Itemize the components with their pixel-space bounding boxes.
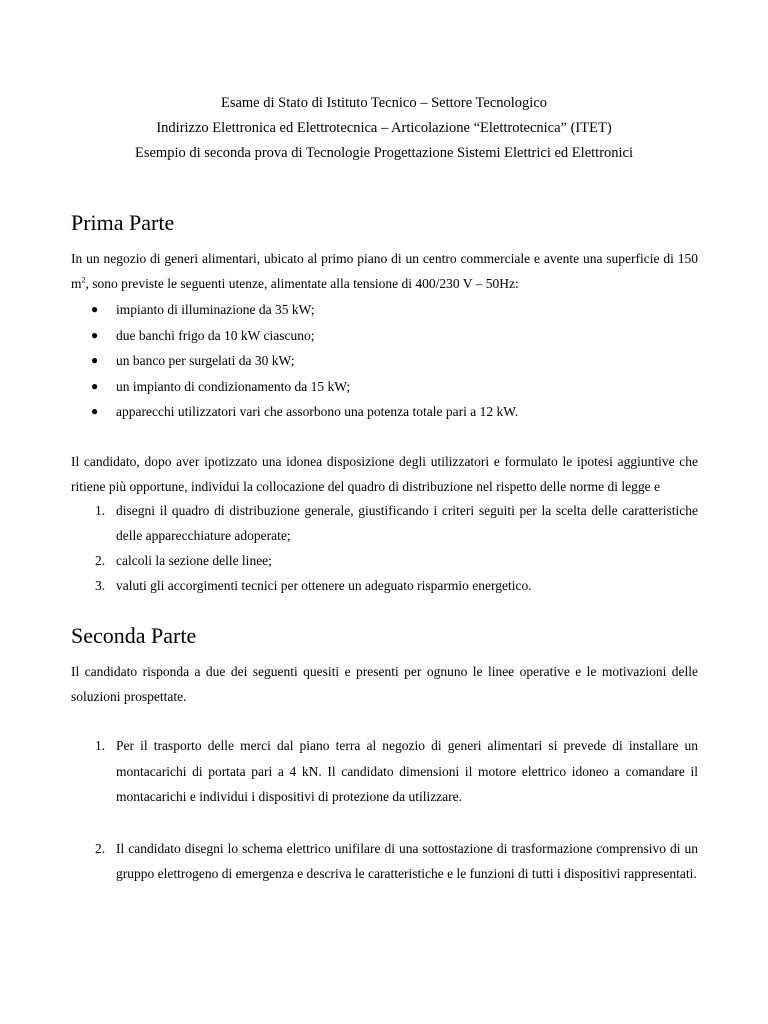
item-number: 2. — [95, 553, 106, 568]
list-item-text: Il candidato disegni lo schema elettrico unifilare di una sottostazione di trasformazione comprensivo di un gruppo elettrogeno di emergenza e descriva le caratteristiche e le funzioni di tutti i dispositivi rappresentati. — [116, 840, 698, 881]
list-item-text: valuti gli accorgimenti tecnici per ottenere un adeguato risparmio energetico. — [116, 578, 532, 593]
bullet-icon: ● — [91, 404, 99, 418]
list-item — [71, 733, 698, 810]
task-list — [71, 498, 698, 598]
list-item-text: impianto di illuminazione da 35 kW; — [116, 302, 315, 317]
list-item — [71, 498, 698, 548]
list-item-text: due banchi frigo da 10 kW ciascuno; — [116, 327, 315, 343]
document-header — [0, 91, 768, 166]
header-line-3: Esempio di seconda prova di Tecnologie Progettazione Sistemi Elettrici ed Elettronici — [134, 145, 634, 161]
question-list — [71, 733, 698, 887]
part1-intro-text-b: , sono previste le seguenti utenze, alimentate alla tensione di 400/230 V – 50Hz: — [85, 276, 519, 291]
header-line-2: Indirizzo Elettronica ed Elettrotecnica – Articolazione “Elettrotecnica” (ITET) — [156, 120, 612, 136]
list-item-text: calcoli la sezione delle linee; — [116, 553, 272, 568]
part1-task-intro: Il candidato, dopo aver ipotizzato una idonea disposizione degli utilizzatori e formulato le ipotesi aggiuntive che ritiene più opportune, individui la collocazione del quadro di distribuzione nel rispetto delle norme di legge e — [71, 454, 698, 494]
list-item — [71, 323, 698, 349]
list-item — [71, 836, 698, 887]
item-number: 3. — [95, 578, 106, 593]
section-title-part1: Prima Parte — [71, 210, 175, 235]
bullet-icon: ● — [91, 327, 99, 342]
part1-intro-superscript: 2 — [81, 275, 86, 285]
item-number: 1. — [95, 738, 106, 753]
part1-intro — [71, 246, 698, 296]
list-item — [71, 399, 698, 425]
list-item-text: apparecchi utilizzatori vari che assorbono una potenza totale pari a 12 kW. — [116, 404, 519, 419]
list-item — [71, 348, 698, 374]
list-item — [71, 573, 698, 598]
bullet-icon: ● — [91, 302, 99, 316]
utilities-list — [71, 297, 698, 425]
list-item-text: disegni il quadro di distribuzione generale, giustificando i criteri seguiti per la scelta delle caratteristiche delle apparecchiature adoperate; — [116, 503, 698, 543]
bullet-icon: ● — [91, 378, 99, 393]
list-item-text: un impianto di condizionamento da 15 kW; — [116, 378, 351, 394]
part1-intro-text-a: In un negozio di generi alimentari, ubicato al primo piano di un centro commerciale e avente una superficie di 150 m — [71, 251, 698, 291]
section-title-part2: Seconda Parte — [71, 623, 197, 648]
list-item-text: Per il trasporto delle merci dal piano terra al negozio di generi alimentari si prevede di installare un montacarichi di portata pari a 4 kN. Il candidato dimensioni il motore elettrico idoneo a comandare il montacarichi e individui i dispositivi di protezione da utilizzare. — [116, 738, 698, 804]
header-line-1: Esame di Stato di Istituto Tecnico – Settore Tecnologico — [220, 95, 548, 111]
list-item — [71, 548, 698, 573]
item-number: 2. — [95, 840, 106, 856]
list-item-text: un banco per surgelati da 30 kW; — [116, 353, 295, 368]
part2-intro: Il candidato risponda a due dei seguenti quesiti e presenti per ognuno le linee operative e le motivazioni delle soluzioni prospettate. — [71, 664, 698, 704]
bullet-icon: ● — [91, 353, 99, 367]
list-item — [71, 374, 698, 400]
item-number: 1. — [95, 503, 106, 518]
list-item — [71, 297, 698, 323]
